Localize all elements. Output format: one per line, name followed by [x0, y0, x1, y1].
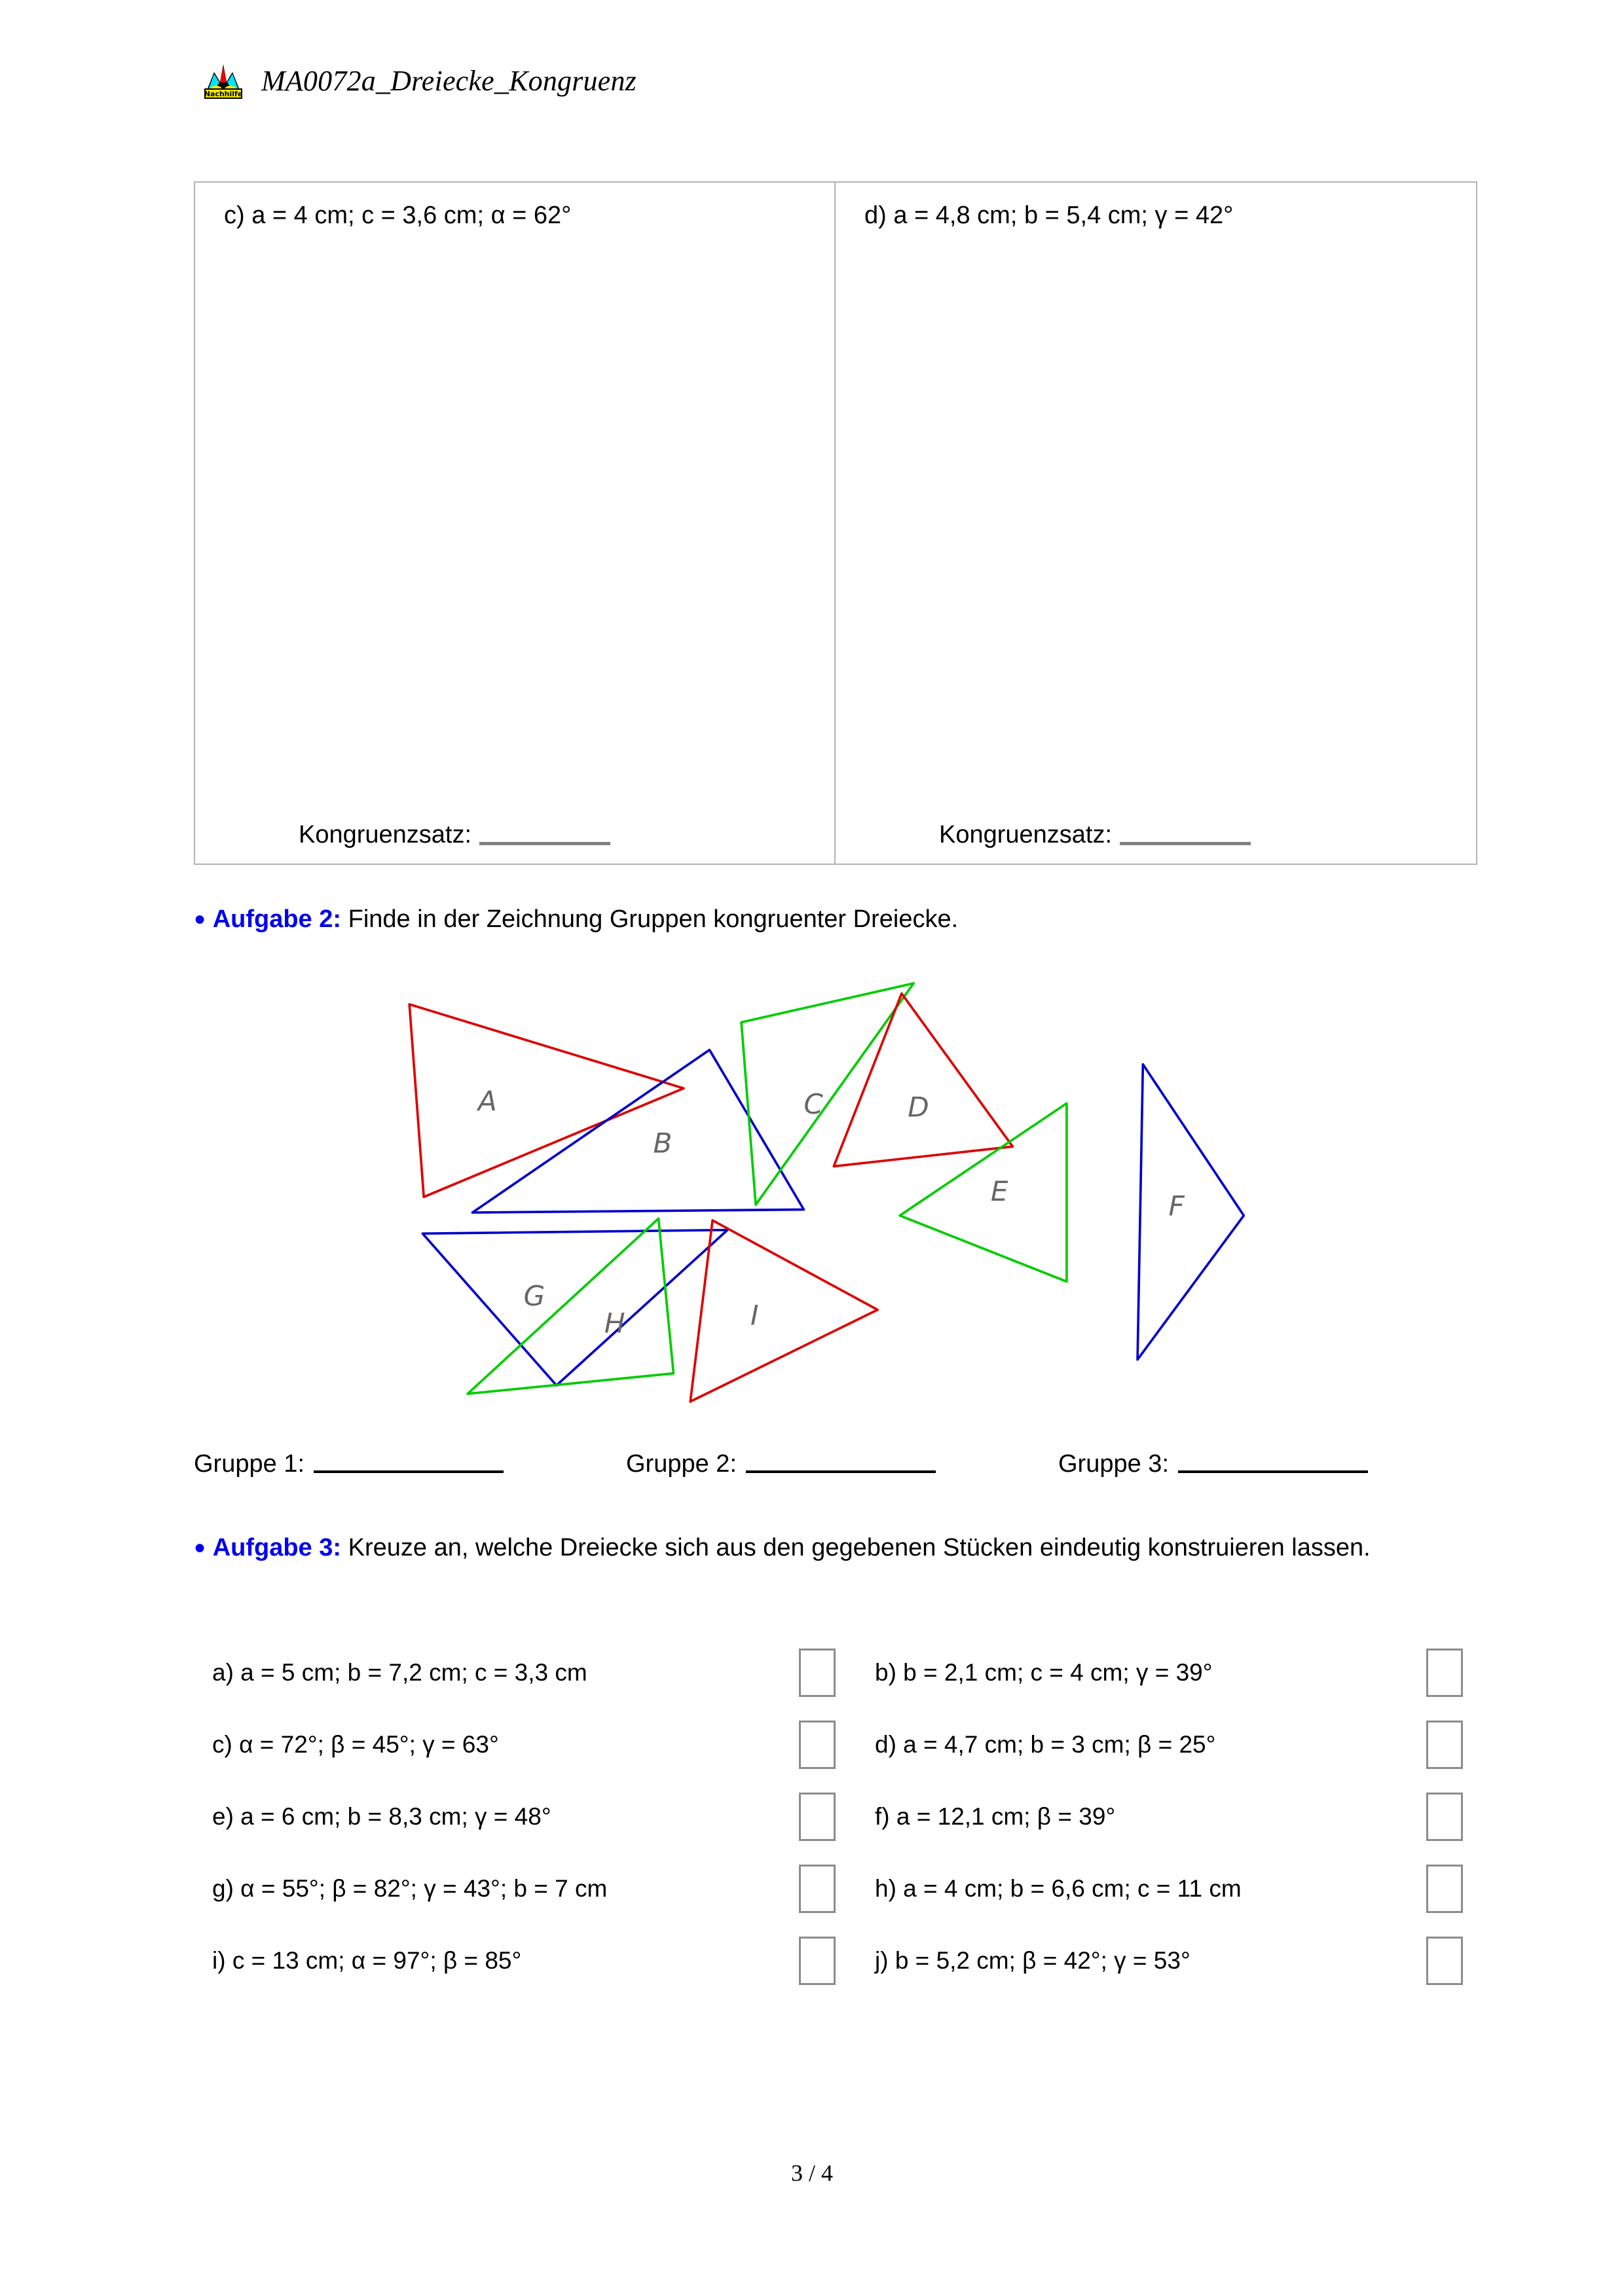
triangle-c [741, 983, 913, 1205]
task3-checkbox-h[interactable] [1426, 1865, 1463, 1913]
task3-item-a [194, 1649, 836, 1697]
task3-item-b-text: b) b = 2,1 cm; c = 4 cm; γ = 39° [875, 1659, 1213, 1686]
kongruenzsatz-label-d: Kongruenzsatz: [939, 821, 1113, 848]
gruppe-2-label: Gruppe 2: [626, 1450, 737, 1478]
task3-checkbox-j[interactable] [1426, 1937, 1463, 1985]
task3-item-j [836, 1937, 1477, 1985]
task3-item-c [194, 1721, 836, 1769]
triangle-d [834, 994, 1012, 1167]
task3-label: Aufgabe 3: [212, 1534, 342, 1561]
task3-checkbox-d[interactable] [1426, 1721, 1463, 1769]
logo-label: Nachhilfe [204, 90, 243, 98]
triangle-label-i: I [750, 1299, 759, 1332]
triangle-a [409, 1004, 684, 1197]
task3-checkbox-g[interactable] [799, 1865, 836, 1913]
task3-checkbox-a[interactable] [799, 1649, 836, 1697]
task3-row [194, 1925, 1477, 1997]
gruppe-2-blank[interactable] [746, 1470, 936, 1473]
task2-heading [194, 902, 958, 936]
task3-item-g [194, 1865, 836, 1913]
task1-table [194, 181, 1477, 865]
task3-item-g-text: g) α = 55°; β = 82°; γ = 43°; b = 7 cm [212, 1875, 608, 1902]
task3-items-list [194, 1637, 1477, 1997]
task3-item-c-text: c) α = 72°; β = 45°; γ = 63° [212, 1731, 499, 1758]
task3-item-d [836, 1721, 1477, 1769]
task1-cell-c-footer [195, 821, 834, 849]
triangle-label-f: F [1168, 1190, 1185, 1222]
task3-item-i [194, 1937, 836, 1985]
task2-label: Aufgabe 2: [212, 905, 342, 933]
task1-cell-c [195, 183, 836, 864]
task1-cell-c-prompt: c) a = 4 cm; c = 3,6 cm; α = 62° [224, 202, 572, 229]
task3-row [194, 1709, 1477, 1781]
task3-item-h-text: h) a = 4 cm; b = 6,6 cm; c = 11 cm [875, 1875, 1242, 1902]
task3-row [194, 1781, 1477, 1853]
gruppe-3 [1058, 1450, 1368, 1478]
triangle-label-c: C [803, 1087, 823, 1120]
task3-item-h [836, 1865, 1477, 1913]
gruppe-1-label: Gruppe 1: [194, 1450, 304, 1478]
page-footer: 3 / 4 [790, 2160, 833, 2186]
task3-item-e-text: e) a = 6 cm; b = 8,3 cm; γ = 48° [212, 1803, 551, 1830]
task3-item-i-text: i) c = 13 cm; α = 97°; β = 85° [212, 1947, 522, 1974]
kongruenzsatz-answer-blank-d[interactable] [1120, 842, 1251, 845]
triangle-label-d: D [908, 1091, 929, 1123]
task3-item-f-text: f) a = 12,1 cm; β = 39° [875, 1803, 1116, 1830]
task3-checkbox-e[interactable] [799, 1793, 836, 1841]
task2-bullet-icon: ● [194, 908, 206, 930]
gruppe-1 [194, 1450, 626, 1478]
task3-heading [194, 1531, 1477, 1565]
gruppe-3-blank[interactable] [1178, 1470, 1368, 1473]
task3-bullet-icon: ● [194, 1537, 206, 1558]
kongruenzsatz-label-c: Kongruenzsatz: [299, 821, 472, 848]
document-title: MA0072a_Dreiecke_Kongruenz [261, 64, 637, 97]
gruppe-answer-row [194, 1450, 1477, 1478]
triangle-g [422, 1230, 728, 1385]
task3-item-d-text: d) a = 4,7 cm; b = 3 cm; β = 25° [875, 1731, 1216, 1758]
gruppe-1-blank[interactable] [314, 1470, 504, 1473]
task3-item-e [194, 1793, 836, 1841]
gruppe-3-label: Gruppe 3: [1058, 1450, 1169, 1478]
triangle-label-b: B [653, 1127, 673, 1159]
page-header [200, 60, 637, 101]
triangle-label-h: H [604, 1307, 625, 1339]
task1-cell-d-prompt: d) a = 4,8 cm; b = 5,4 cm; γ = 42° [864, 202, 1234, 229]
task1-cell-d-footer [836, 821, 1476, 849]
triangle-label-g: G [523, 1280, 545, 1313]
task3-item-j-text: j) b = 5,2 cm; β = 42°; γ = 53° [875, 1947, 1190, 1974]
task3-checkbox-c[interactable] [799, 1721, 836, 1769]
task3-item-a-text: a) a = 5 cm; b = 7,2 cm; c = 3,3 cm [212, 1659, 587, 1686]
nachhilfe-mountain-logo [200, 60, 247, 101]
triangle-f [1137, 1065, 1244, 1360]
task3-instruction: Kreuze an, welche Dreiecke sich aus den gegebenen Stücken eindeutig konstruieren lassen. [341, 1534, 1371, 1561]
task3-checkbox-f[interactable] [1426, 1793, 1463, 1841]
gruppe-2 [626, 1450, 1058, 1478]
triangle-e [900, 1103, 1067, 1281]
task3-row [194, 1853, 1477, 1925]
task3-checkbox-b[interactable] [1426, 1649, 1463, 1697]
task3-item-b [836, 1649, 1477, 1697]
triangles-svg [194, 975, 1477, 1408]
task3-checkbox-i[interactable] [799, 1937, 836, 1985]
task1-cell-d [836, 183, 1476, 864]
triangle-i [690, 1220, 877, 1402]
task2-instruction: Finde in der Zeichnung Gruppen kongruenter Dreiecke. [341, 905, 959, 933]
triangle-label-e: E [990, 1175, 1008, 1207]
task3-item-f [836, 1793, 1477, 1841]
triangle-label-a: A [477, 1085, 497, 1118]
congruent-triangles-figure [194, 975, 1477, 1408]
kongruenzsatz-answer-blank-c[interactable] [479, 842, 610, 845]
task3-row [194, 1637, 1477, 1709]
